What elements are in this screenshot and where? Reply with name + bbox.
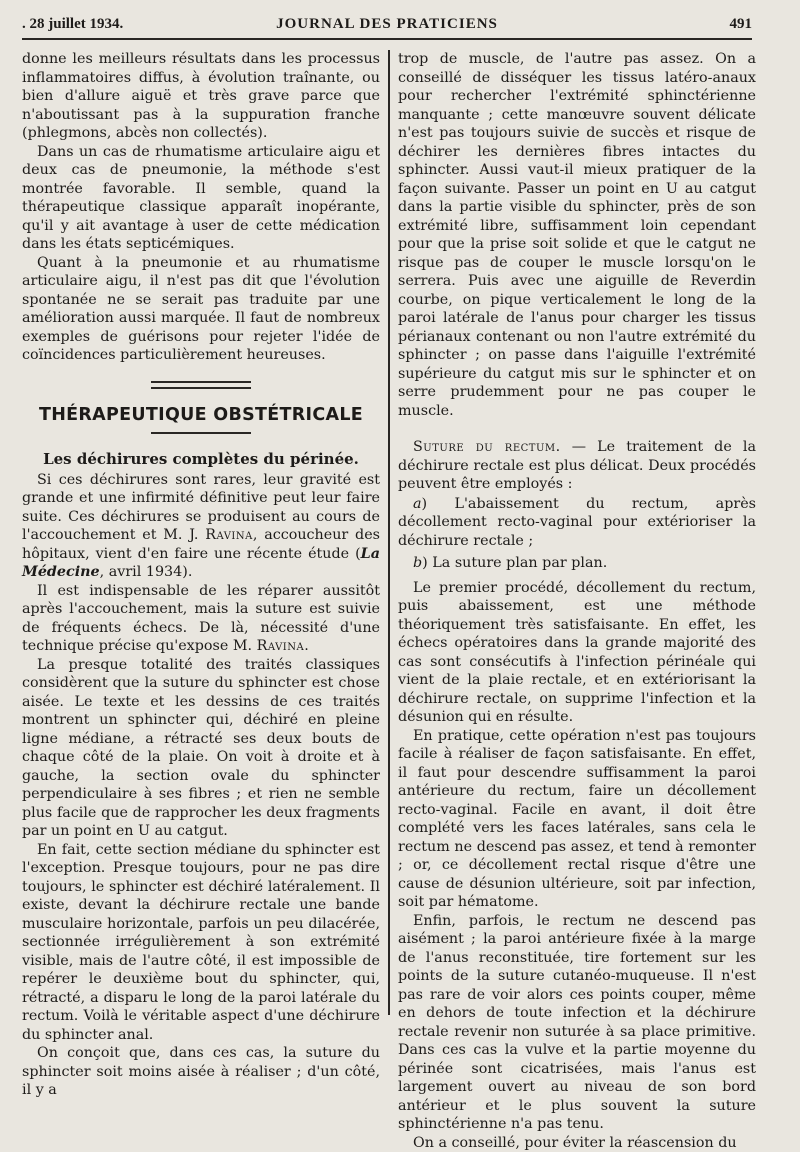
column-divider bbox=[388, 50, 390, 1015]
section-title: THÉRAPEUTIQUE OBSTÉTRICALE bbox=[22, 406, 380, 425]
paragraph: donne les meilleurs résultats dans les processus inflammatoires diffus, à évolution traînante, ou bien d'allure aiguë et très grave parce que n'aboutissant pas à la suppuration franche (phlegmons, abcès non collectés). bbox=[22, 50, 380, 143]
right-column bbox=[398, 50, 756, 1152]
left-column bbox=[22, 50, 380, 1100]
text-run: , avril 1934). bbox=[100, 564, 193, 580]
paragraph: En fait, cette section médiane du sphincter est l'exception. Presque toujours, pour ne pas dire toujours, le sphincter est déchiré latéralement. Il existe, devant la déchirure rectale une bande musculaire horizontale, parfois un peu dilacérée, sectionnée irrégulièrement à son extrémité visible, mais de l'autre côté, il est impossible de repérer le deuxième bout du sphincter, qui, rétracté, a disparu le long de la paroi latérale du rectum. Voilà le véritable aspect d'une déchirure du sphincter anal. bbox=[22, 841, 380, 1045]
text-run: ) L'abaissement du rectum, après décollement recto-vaginal pour extérioriser la déchirure rectale ; bbox=[398, 496, 756, 549]
paragraph: On a conseillé, pour éviter la réascension du bbox=[398, 1134, 756, 1152]
section-label: Suture du rectum. bbox=[413, 439, 561, 455]
text-run: Il est indispensable de les réparer aussitôt après l'accouchement, mais la suture est suivie de fréquents échecs. De là, nécessité d'une technique précise qu'expose M. bbox=[22, 583, 380, 655]
title-underline bbox=[151, 432, 251, 434]
paragraph: Quant à la pneumonie et au rhumatisme articulaire aigu, il n'est pas dit que l'évolution spontanée ne se serait pas traduite par une amélioration aussi marquée. Il faut de nombreux exemples de guérisons pour rejeter l'idée de coïncidences particulièrement heureuses. bbox=[22, 254, 380, 365]
text-run: Si ces déchirures sont rares, leur gravité est grande et une infirmité définitive peut leur faire suite. Ces déchirures se produisent au cours de l'accouchement et M. J. bbox=[22, 472, 380, 544]
paragraph bbox=[22, 582, 380, 656]
paragraph bbox=[398, 438, 756, 494]
list-marker: a bbox=[413, 496, 422, 512]
page-header bbox=[22, 14, 752, 40]
author-name: Ravina bbox=[205, 527, 253, 543]
text-run: ) La suture plan par plan. bbox=[422, 555, 607, 571]
paragraph: trop de muscle, de l'autre pas assez. On a conseillé de disséquer les tissus latéro-anaux pour rechercher l'extrémité sphinctérienne manquante ; cette manœuvre souvent délicate n'est pas toujours suivie de succès et risque de déchirer les dernières fibres intactes du sphincter. Aussi vaut-il mieux pratiquer de la façon suivante. Passer un point en U au catgut dans la partie visible du sphincter, près de son extrémité libre, suffisamment loin cependant pour que la prise soit solide et que le catgut ne risque pas de couper le muscle lorsqu'on le serrera. Puis avec une aiguille de Reverdin courbe, on pique verticalement le long de la paroi latérale de l'anus pour charger les tissus périanaux contenant ou non l'autre extrémité du sphincter ; on passe dans l'aiguille l'extrémité supérieure du catgut mis sur le sphincter et on serre prudemment pour ne pas couper le muscle. bbox=[398, 50, 756, 420]
paragraph: Enfin, parfois, le rectum ne descend pas aisément ; la paroi antérieure fixée à la marge de l'anus reconstituée, tire fortement sur les points de la suture cutanéo-muqueuse. Il n'est pas rare de voir alors ces points couper, même en dehors de toute infection et la déchirure rectale revenir non suturée à sa place primitive. Dans ces cas la vulve et la partie moyenne du périnée sont cicatrisées, mais l'anus est largement ouvert au niveau de son bord antérieur et le plus souvent la suture sphinctérienne n'a pas tenu. bbox=[398, 912, 756, 1134]
header-date: . 28 juillet 1934. bbox=[22, 16, 123, 33]
text-run: , accoucheur des hôpitaux, vient d'en faire une récente étude ( bbox=[22, 527, 380, 562]
paragraph: Dans un cas de rhumatisme articulaire aigu et deux cas de pneumonie, la méthode s'est montrée favorable. Il semble, quand la thérapeutique classique apparaît inopérante, qu'il y ait avantage à user de cette médication dans les états septicémiques. bbox=[22, 143, 380, 254]
paragraph: La presque totalité des traités classiques considèrent que la suture du sphincter est chose aisée. Le texte et les dessins de ces traités montrent un sphincter qui, déchiré en pleine ligne médiane, a rétracté ses deux bouts de chaque côté de la plaie. On voit à droite et à gauche, la section ovale du sphincter perpendiculaire à ses fibres ; et rien ne semble plus facile que de rapprocher les deux fragments par un point en U au catgut. bbox=[22, 656, 380, 841]
article-subtitle: Les déchirures complètes du périnée. bbox=[22, 450, 380, 469]
paragraph bbox=[22, 471, 380, 582]
page-number: 491 bbox=[730, 16, 753, 33]
text-run: — Le traitement de la déchirure rectale est plus délicat. Deux procédés peuvent être employés : bbox=[398, 439, 756, 492]
list-item bbox=[398, 554, 756, 573]
paragraph: On conçoit que, dans ces cas, la suture du sphincter soit moins aisée à réaliser ; d'un côté, il y a bbox=[22, 1044, 380, 1100]
paragraph: Le premier procédé, décollement du rectum, puis abaissement, est une méthode théoriquement très satisfaisante. En effet, les échecs opératoires dans la grande majorité des cas sont consécutifs à l'infection périnéale qui vient de la plaie rectale, et en extériorisant la déchirure rectale, on supprime l'infection et la désunion qui en résulte. bbox=[398, 579, 756, 727]
journal-reference: La Médecine bbox=[22, 546, 380, 581]
list-item bbox=[398, 495, 756, 551]
text-run: . bbox=[304, 638, 309, 654]
list-marker: b bbox=[413, 555, 422, 571]
author-name: Ravina bbox=[257, 638, 305, 654]
double-rule-divider bbox=[151, 381, 251, 389]
paragraph: En pratique, cette opération n'est pas toujours facile à réaliser de façon satisfaisante. En effet, il faut pour descendre suffisamment la paroi antérieure du rectum, faire un décollement recto-vaginal. Facile en avant, il doit être complété vers les faces latérales, sans cela le rectum ne descend pas assez, et tend à remonter ; or, ce décollement rectal risque d'être une cause de désunion ultérieure, soit par infection, soit par hématome. bbox=[398, 727, 756, 912]
journal-title: JOURNAL DES PRATICIENS bbox=[22, 16, 752, 33]
